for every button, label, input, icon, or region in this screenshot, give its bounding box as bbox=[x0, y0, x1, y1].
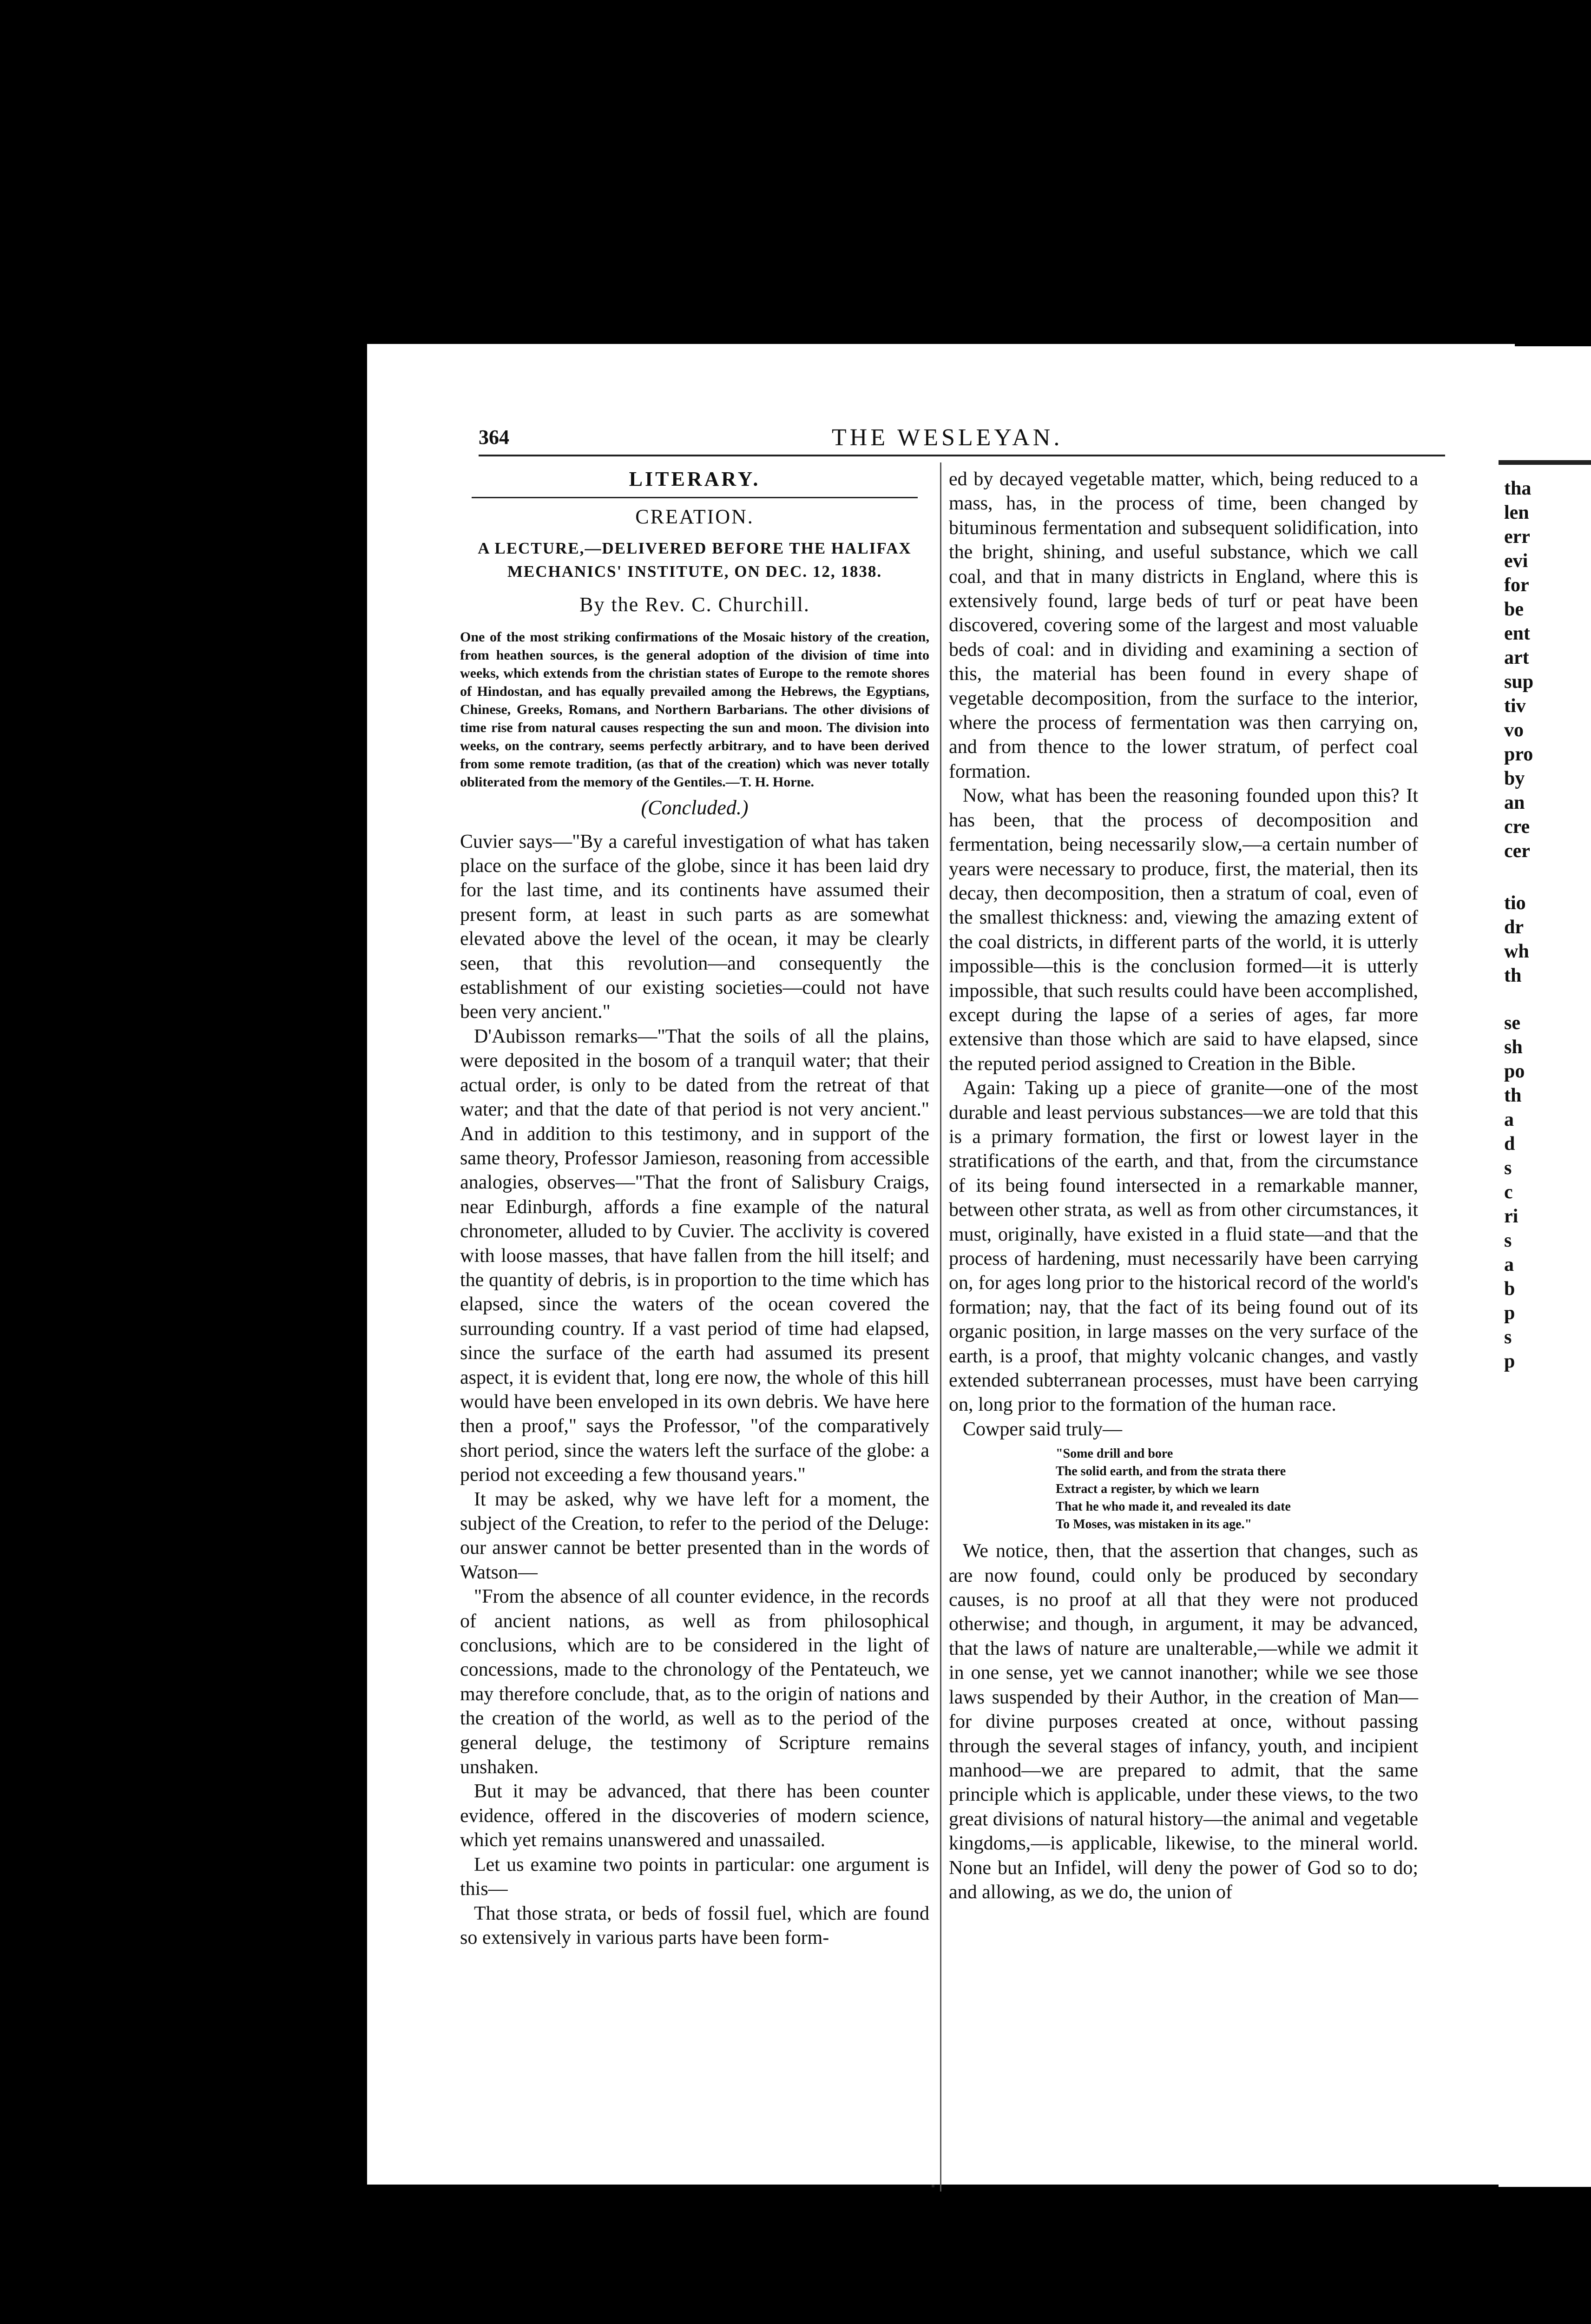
adjacent-page-fragment: ri bbox=[1504, 1206, 1519, 1227]
adjacent-page-fragment: vo bbox=[1504, 720, 1524, 741]
adjacent-page-fragment: evi bbox=[1504, 550, 1528, 572]
paragraph: D'Aubisson remarks—"That the soils of all the plains, were deposited in the bosom of a tranquil water; that their actual order, is only to be dated from the retreat of that water; and that the date of that period is not very ancient." And in addition to this testimony, and in support of the same theory, Professor Jamieson, reasoning from accessible analogies, observes—"That the front of Salisbury Craigs, near Edinburgh, affords a fine example of the natural chronometer, alluded to by Cuvier. The acclivity is covered with loose masses, that have fallen from the hill itself; and the quantity of debris, is in proportion to the time which has elapsed, since the waters of the ocean covered the surrounding country. If a vast period of time had elapsed, since the surface of the earth had assumed its present aspect, it is evident that, long ere now, the whole of this hill would have been enveloped in its own debris. We have here then a proof," says the Professor, "of the comparatively short period, since the waters left the surface of the globe: a period not exceeding a few thousand years." bbox=[460, 1025, 929, 1486]
adjacent-page-fragment: ent bbox=[1504, 623, 1530, 644]
adjacent-page-fragment: err bbox=[1504, 526, 1530, 548]
adjacent-page-fragment: tiv bbox=[1504, 695, 1526, 717]
concluded-label: (Concluded.) bbox=[641, 796, 749, 819]
paragraph: ed by decayed vegetable matter, which, being reduced to a mass, has, in the process of time, been changed by bituminous fermentation and subsequent solidification, into the bright, shining, and useful substance, which we call coal, and that in many districts in England, where this is extensively found, large beds of turf or peat have been discovered, covering some of the largest and most valuable beds of coal: and in dividing and examining a section of this, the material has been found in every shape of vegetable decomposition, from the surface to the interior, where the process of fermentation was then carrying on, and from thence to the lower stratum, of perfect coal formation. bbox=[949, 469, 1418, 782]
adjacent-page-fragment: s bbox=[1504, 1230, 1512, 1251]
adjacent-page-fragment: po bbox=[1504, 1061, 1525, 1082]
adjacent-page-fragment: d bbox=[1504, 1133, 1515, 1155]
adjacent-page-fragment: th bbox=[1504, 1085, 1522, 1106]
adjacent-page-fragment: cer bbox=[1504, 840, 1530, 862]
adjacent-page-fragment: p bbox=[1504, 1302, 1515, 1324]
adjacent-page-fragment: sh bbox=[1504, 1037, 1523, 1058]
running-title: THE WESLEYAN. bbox=[832, 424, 1063, 451]
paragraph: That those strata, or beds of fossil fuel, which are found so extensively in various parts have been form- bbox=[460, 1902, 929, 1948]
adjacent-page-fragment: p bbox=[1504, 1351, 1515, 1372]
paragraph: It may be asked, why we have left for a moment, the subject of the Creation, to refer to the period of the Deluge: our answer cannot be better presented than in the words of Watson— bbox=[460, 1488, 929, 1583]
adjacent-page-fragment: dr bbox=[1504, 917, 1524, 938]
poem-line: The solid earth, and from the strata there bbox=[1056, 1464, 1286, 1479]
paragraph: Cowper said truly— bbox=[963, 1418, 1122, 1440]
paragraph: "From the absence of all counter evidence, in the records of ancient nations, as well as from philosophical conclusions, which are to be considered in the light of concessions, made to the chronology of the Pentateuch, we may therefore conclude, that, as to the origin of nations and the creation of the world, as well as to the period of the general deluge, the testimony of Scripture remains unshaken. bbox=[460, 1586, 929, 1778]
poem-line: "Some drill and bore bbox=[1056, 1446, 1173, 1461]
adjacent-page-fragment: s bbox=[1504, 1157, 1512, 1179]
left-column bbox=[460, 467, 929, 1950]
adjacent-page-fragment: a bbox=[1504, 1254, 1514, 1275]
poem-quote bbox=[1056, 1445, 1418, 1533]
adjacent-header-rule bbox=[1499, 460, 1591, 465]
adjacent-page-fragment: s bbox=[1504, 1327, 1512, 1348]
epigraph: One of the most striking confirmations of the Mosaic history of the creation, from heathen sources, is the general adoption of the division of time into weeks, which extends from the christian states of Europe to the remote shores of Hindostan, and has equally prevailed among the Hebrews, the Egyptians, Chinese, Greeks, Romans, and Northern Barbarians. The other divisions of time rise from natural causes respecting the sun and moon. The division into weeks, on the contrary, seems perfectly arbitrary, and to have been derived from some remote tradition, (as that of the creation) which was never totally obliterated from the memory of the Gentiles.—T. H. Horne. bbox=[460, 629, 929, 790]
article-title: CREATION. bbox=[635, 505, 754, 528]
ink-speck bbox=[932, 2185, 934, 2187]
paragraph: Cuvier says—"By a careful investigation of what has taken place on the surface of the globe, since it has been laid dry for the last time, and its continents have assumed their present form, at least in such parts as are somewhat elevated above the level of the ocean, it may be clearly seen, that this revolution—and consequently the establishment of our existing societies—could not have been very ancient." bbox=[460, 831, 929, 1023]
byline: By the Rev. C. Churchill. bbox=[579, 593, 810, 616]
adjacent-page-fragment: a bbox=[1504, 1109, 1514, 1130]
section-rule bbox=[472, 497, 918, 498]
header-rule bbox=[479, 455, 1445, 456]
adjacent-page-fragment: th bbox=[1504, 965, 1522, 986]
adjacent-page-edge bbox=[1499, 346, 1591, 2187]
adjacent-page-fragment: b bbox=[1504, 1278, 1515, 1300]
adjacent-page-fragment: be bbox=[1504, 599, 1524, 620]
paragraph: But it may be advanced, that there has been counter evidence, offered in the discoveries of modern science, which yet remains unanswered and unassailed. bbox=[460, 1781, 929, 1851]
adjacent-page-fragment: cre bbox=[1504, 816, 1530, 838]
adjacent-page-fragment: for bbox=[1504, 574, 1529, 596]
paragraph: Again: Taking up a piece of granite—one of the most durable and least pervious substances—we are told that this is a primary formation, the first or lowest layer in the stratifications of the earth, and that, from the circumstance of its being found intersected in a remarkable manner, between other strata, as well as from other circumstances, it must, originally, have existed in a fluid state—and that the process of hardening, must necessarily have been carrying on, for ages long prior to the historical record of the world's formation; nay, that the fact of its being found out of its organic position, in large masses on the very surface of the earth, is a proof, that mighty volcanic changes, and vastly extended subterranean processes, must have been carrying on, long prior to the formation of the human race. bbox=[949, 1077, 1418, 1416]
poem-line: That he who made it, and revealed its date bbox=[1056, 1499, 1291, 1514]
adjacent-page-fragment: an bbox=[1504, 792, 1525, 813]
adjacent-page-fragment: wh bbox=[1504, 941, 1529, 962]
adjacent-page-fragment: len bbox=[1504, 502, 1529, 523]
adjacent-page-fragment: pro bbox=[1504, 744, 1533, 765]
adjacent-page-fragment: sup bbox=[1504, 671, 1534, 693]
right-column bbox=[949, 467, 1418, 1904]
adjacent-page-fragment: se bbox=[1504, 1012, 1520, 1034]
page-number: 364 bbox=[479, 426, 509, 449]
adjacent-page-fragment: tha bbox=[1504, 478, 1532, 499]
section-heading: LITERARY. bbox=[629, 468, 761, 490]
column-divider bbox=[940, 462, 941, 2192]
document-page bbox=[367, 344, 1515, 2185]
adjacent-page-fragment: art bbox=[1504, 647, 1529, 668]
adjacent-page-fragment: c bbox=[1504, 1182, 1513, 1203]
poem-line: Extract a register, by which we learn bbox=[1056, 1482, 1259, 1497]
poem-line: To Moses, was mistaken in its age." bbox=[1056, 1517, 1252, 1532]
article-subtitle: A LECTURE,—DELIVERED BEFORE THE HALIFAX MECHANICS' INSTITUTE, ON DEC. 12, 1838. bbox=[478, 539, 912, 581]
adjacent-page-fragment: tio bbox=[1504, 892, 1526, 914]
paragraph: Let us examine two points in particular: one argument is this— bbox=[460, 1854, 929, 1900]
adjacent-page-fragment: by bbox=[1504, 768, 1525, 789]
paragraph: Now, what has been the reasoning founded upon this? It has been, that the process of decomposition and fermentation, being necessarily slow,—a certain number of years were necessary to produce, first, the material, then its decay, then decomposition, then a stratum of coal, even of the smallest thickness: and, viewing the amazing extent of the coal districts, in different parts of the world, it is utterly impossible—this is the conclusion formed—it is utterly impossible, that such results could have been accomplished, except during the lapse of a series of ages, far more extensive than those which are said to have elapsed, since the reputed period assigned to Creation in the Bible. bbox=[949, 785, 1418, 1075]
paragraph: We notice, then, that the assertion that changes, such as are now found, could only be produced by secondary causes, is no proof at all that they were not produced otherwise; and though, in argument, it may be advanced, that the laws of nature are unalterable,—while we admit it in one sense, yet we cannot inanother; while we see those laws suspended by their Author, in the creation of Man—for divine purposes created at once, without passing through the several stages of infancy, youth, and incipient manhood—we are prepared to admit, that the same principle which is applicable, under these views, to the two great divisions of natural history—the animal and vegetable kingdoms,—is applicable, likewise, to the mineral world. None but an Infidel, will deny the power of God so to do; and allowing, as we do, the union of bbox=[949, 1540, 1418, 1903]
